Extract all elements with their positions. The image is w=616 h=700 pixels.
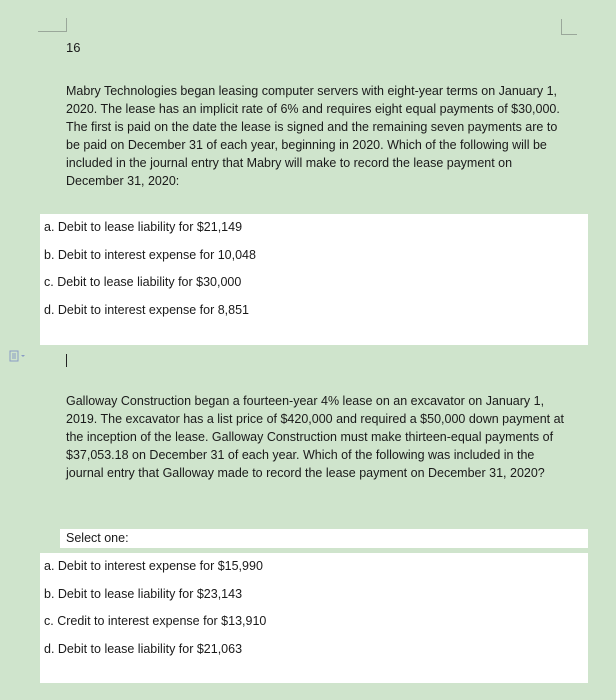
question-1-options <box>40 214 588 345</box>
question-2-options <box>40 553 588 683</box>
select-one-label: Select one: <box>60 529 588 548</box>
question-2-option-b[interactable]: b. Debit to lease liability for $23,143 <box>44 586 243 601</box>
crop-mark-top-right <box>561 34 577 35</box>
question-1-option-c[interactable]: c. Debit to lease liability for $30,000 <box>44 275 242 290</box>
paragraph-options-icon[interactable] <box>9 349 31 361</box>
question-1-option-a[interactable]: a. Debit to lease liability for $21,149 <box>44 220 243 234</box>
crop-mark-top-left <box>66 18 67 32</box>
text-cursor <box>66 354 67 367</box>
question-2-option-c[interactable]: c. Credit to interest expense for $13,910 <box>44 614 267 629</box>
question-2-option-a[interactable]: a. Debit to interest expense for $15,990 <box>44 559 263 573</box>
question-2-option-d[interactable]: d. Debit to lease liability for $21,063 <box>44 641 243 656</box>
page-number: 16 <box>66 40 81 55</box>
question-1-option-b[interactable]: b. Debit to interest expense for 10,048 <box>44 247 256 262</box>
question-1-text: Mabry Technologies began leasing computer servers with eight-year terms on January 1, 2020. The lease has an implicit rate of 6% and requires eight equal payments of $30,000. The first is paid on the date the lease is signed and the remaining seven payments are to be paid on December 31 of each year, beginning in 2020. Which of the following will be included in the journal entry that Mabry will make to record the lease payment on December 31, 2020: <box>66 84 560 188</box>
crop-mark-top-right <box>561 19 562 35</box>
question-1-option-d[interactable]: d. Debit to interest expense for 8,851 <box>44 302 249 317</box>
question-2-text: Galloway Construction began a fourteen-year 4% lease on an excavator on January 1, 2019. The excavator has a list price of $420,000 and required a $50,000 down payment at the inception of the lease. Galloway Construction must make thirteen-equal payments of $37,053.18 on December 31 of each year. Which of the following was included in the journal entry that Galloway made to record the lease payment on December 31, 2020? <box>66 394 565 480</box>
crop-mark-top-left <box>38 31 67 32</box>
